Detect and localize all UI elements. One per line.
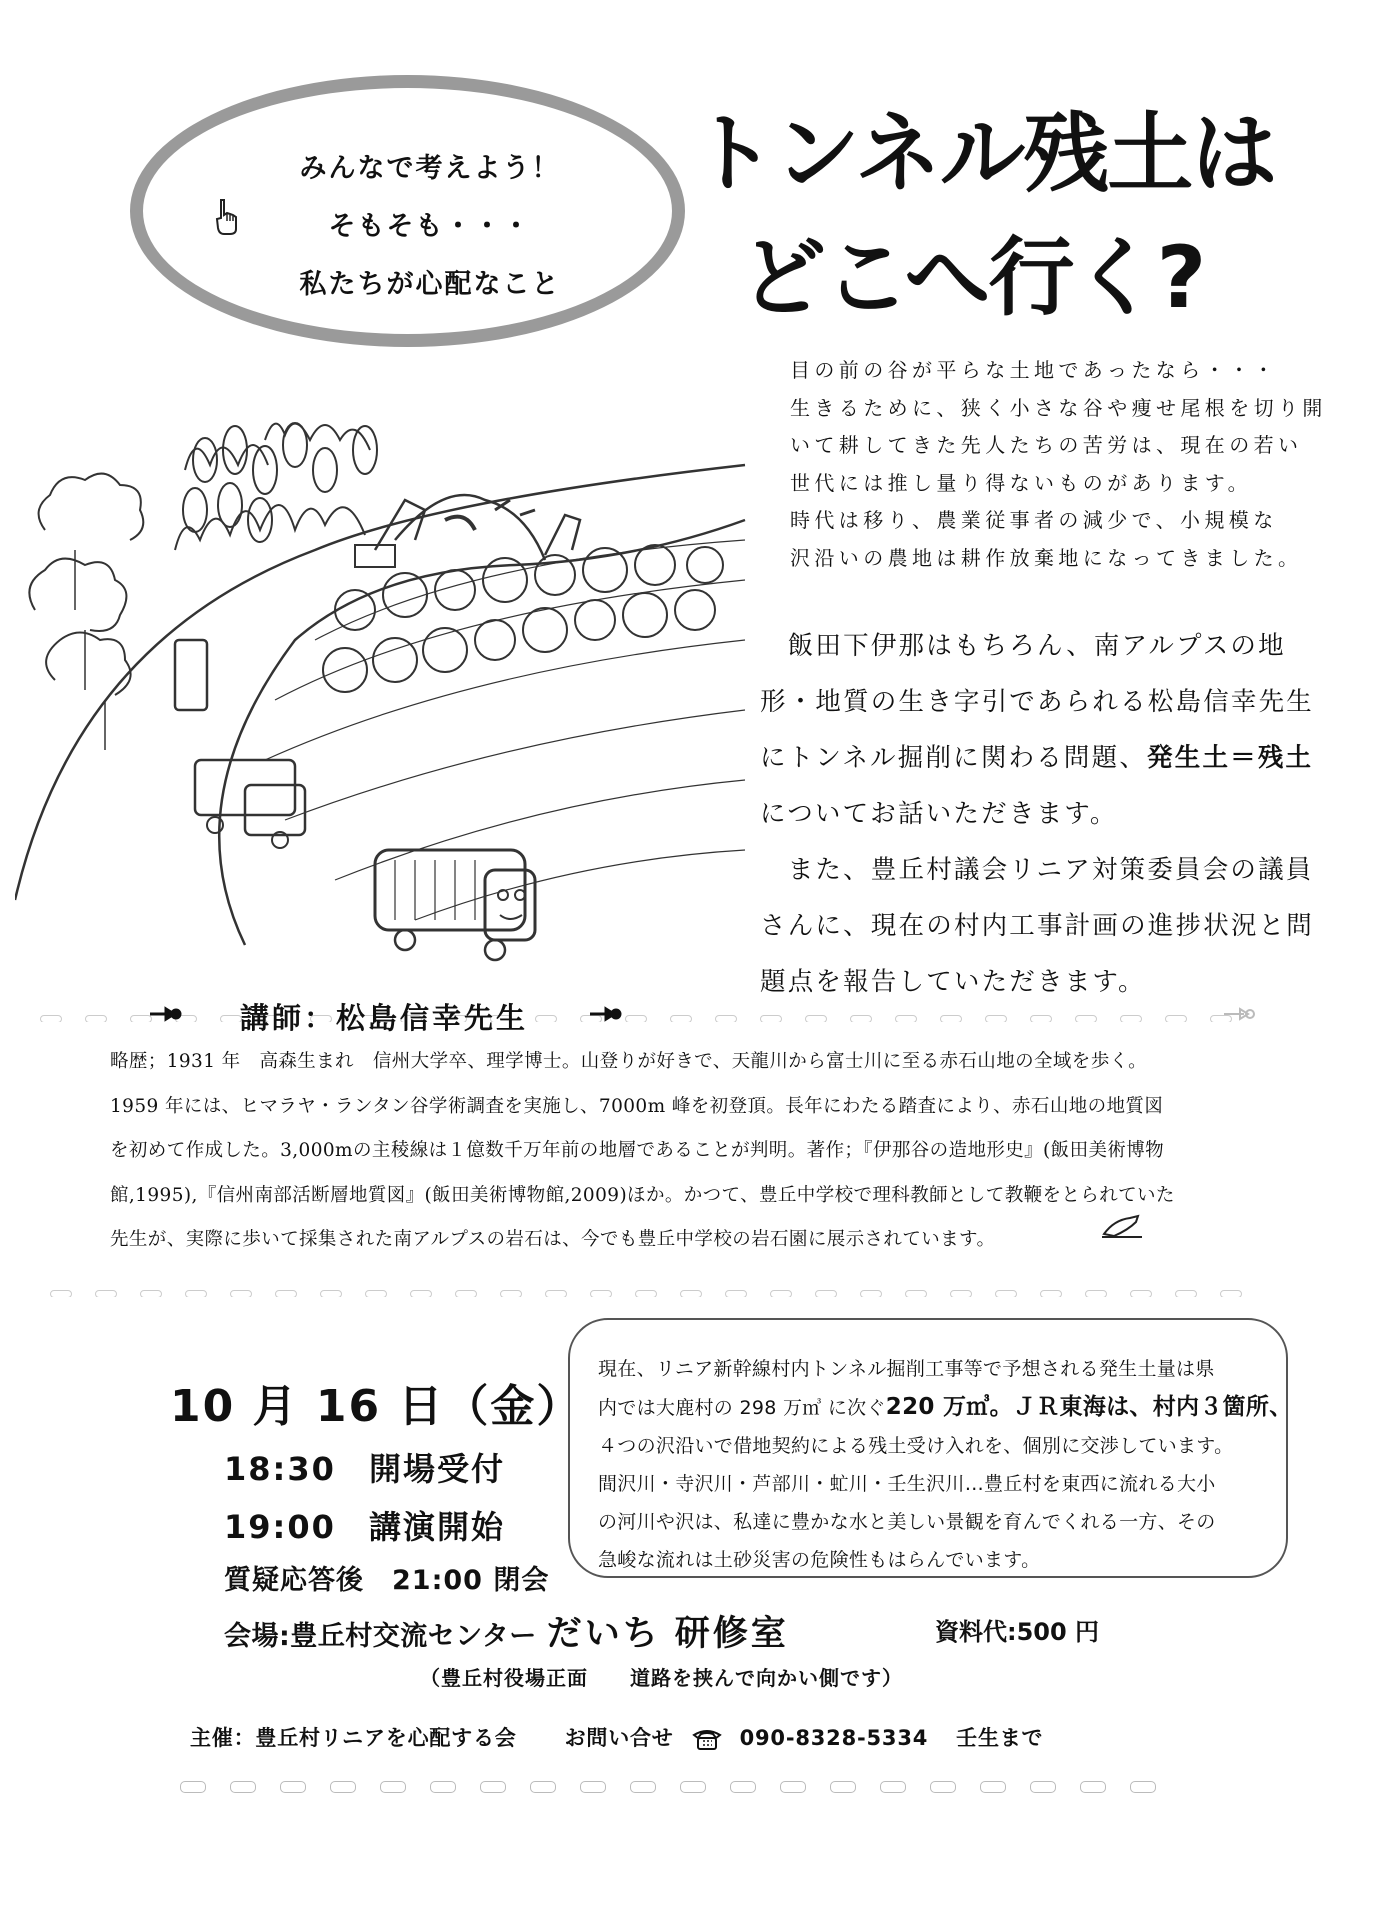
decorative-divider — [180, 1778, 1200, 1798]
info-line-2a: 内では大鹿村の 298 万㎥ に次ぐ — [598, 1397, 886, 1419]
venue-prefix: 会場:豊丘村交流センター — [224, 1621, 537, 1652]
phone-number: 090-8328-5334 — [739, 1726, 929, 1750]
headline-line-2: どこへ行く? — [740, 228, 1205, 328]
bubble-line-1: みんなで考えよう！ — [299, 153, 561, 184]
bubble-line-2: そもそも・・・ — [328, 211, 532, 242]
bio-line: 1959 年には、ヒマラヤ・ランタン谷学術調査を実施し、7000m 峰を初登頂。長年にわたる踏査により、赤石山地の地質図 — [110, 1095, 1164, 1117]
info-line: の河川や沢は、私達に豊かな水と美しい景観を育んでくれる一方、その — [598, 1511, 1216, 1533]
info-line: 急峻な流れは土砂災害の危険性もはらんでいます。 — [598, 1549, 1041, 1571]
time-row-open — [224, 1444, 505, 1490]
intro-paragraph — [790, 352, 1350, 577]
highlight-residual-soil: 発生土＝残土 — [1147, 743, 1314, 773]
decorative-divider — [40, 1008, 1290, 1022]
material-fee: 資料代:500 円 — [935, 1618, 1100, 1646]
host-organization: 主催：豊丘村リニアを心配する会 — [190, 1726, 517, 1750]
bio-line: 先生が、実際に歩いて採集された南アルプスの岩石は、今でも豊丘中学校の岩石園に展示されています。 — [110, 1229, 996, 1250]
contact-person: 壬生まで — [956, 1726, 1044, 1750]
main-line — [760, 618, 1350, 674]
venue-name: だいち — [546, 1614, 661, 1654]
intro-line: 時代は移り、農業従事者の減少で、小規模な — [790, 508, 1278, 532]
intro-line: 目の前の谷が平らな土地であったなら・・・ — [790, 358, 1278, 382]
footer — [190, 1722, 1043, 1752]
open-label: 開場受付 — [369, 1450, 506, 1488]
writing-hand-icon — [1100, 1212, 1144, 1240]
info-line: 間沢川・寺沢川・芦部川・虻川・壬生沢川…豊丘村を東西に流れる大小 — [598, 1473, 1216, 1495]
open-time: 18:30 — [224, 1450, 336, 1488]
start-label: 講演開始 — [369, 1508, 506, 1546]
venue — [224, 1606, 789, 1656]
info-box — [568, 1318, 1293, 1578]
intro-line: 生きるために、狭く小さな谷や痩せ尾根を切り開 — [790, 395, 1327, 420]
info-line: 現在、リニア新幹線村内トンネル掘削工事等で予想される発生土量は県 — [598, 1358, 1215, 1380]
bubble-line-3: 私たちが心配なこと — [299, 269, 561, 300]
info-line-2c: 。ＪＲ東海は、村内３箇所、 — [989, 1394, 1293, 1420]
start-time: 19:00 — [224, 1508, 336, 1546]
venue-note: （豊丘村役場正面 道路を挟んで向かい側です） — [420, 1666, 903, 1690]
venue-room: 研修室 — [674, 1614, 789, 1654]
bio-line: 略歴；1931 年 高森生まれ 信州大学卒、理学博士。山登りが好きで、天龍川から富士川に至る赤石山地の全域を歩く。 — [110, 1051, 1148, 1072]
intro-line: いて耕してきた先人たちの苦労は、現在の若い — [790, 433, 1303, 457]
main-line-1-text: 飯田下伊那はもちろん、南アルプスの地 — [787, 631, 1286, 661]
main-line: さんに、現在の村内工事計画の進捗状況と問 — [760, 911, 1315, 941]
event-date: 10 月 16 日（金） — [170, 1381, 583, 1432]
bio-line: を初めて作成した。3,000mの主稜線は１億数千万年前の地層であることが判明。著作；『伊那谷の造地形史』(飯田美術博物 — [110, 1140, 1165, 1161]
intro-line: 世代には推し量り得ないものがあります。 — [790, 470, 1252, 495]
contact-label: お問い合せ — [564, 1726, 674, 1750]
highlight-volume: 220 万㎥ — [885, 1394, 990, 1420]
intro-line: 沢沿いの農地は耕作放棄地になってきました。 — [790, 545, 1303, 570]
main-line: 形・地質の生き字引であられる松島信幸先生 — [760, 687, 1315, 717]
time-row-start — [224, 1502, 505, 1548]
main-line-5-text: また、豊丘村議会リニア対策委員会の議員 — [787, 855, 1314, 885]
main-line — [760, 842, 1350, 898]
closing-time: 質疑応答後 21:00 閉会 — [224, 1565, 550, 1596]
arrow-icon — [1222, 1004, 1262, 1024]
main-line — [760, 730, 1350, 786]
pointing-finger-icon — [212, 197, 242, 237]
decorative-divider — [50, 1283, 1290, 1297]
headline — [690, 92, 1380, 340]
info-line: ４つの沢沿いで借地契約による残土受け入れを、個別に交渉しています。 — [598, 1435, 1234, 1457]
bio-line: 館,1995),『信州南部活断層地質図』(飯田美術博物館,2009)ほか。かつて、豊丘中学校で理科教師として教鞭をとられていた — [110, 1184, 1175, 1206]
arrow-icon — [588, 1004, 628, 1024]
bubble-text — [200, 140, 660, 314]
arrow-icon — [148, 1004, 188, 1024]
telephone-icon — [692, 1727, 722, 1751]
mountain-road-illustration — [15, 380, 760, 970]
main-line: についてお話いただきます。 — [760, 799, 1118, 829]
lecturer-title: 講師：松島信幸先生 — [240, 1001, 529, 1035]
info-line — [598, 1388, 1293, 1427]
main-line-3-text: にトンネル掘削に関わる問題、 — [760, 743, 1148, 773]
main-line: 題点を報告していただきます。 — [760, 967, 1146, 997]
main-paragraph — [760, 618, 1350, 1010]
headline-line-1: トンネル残土は — [690, 104, 1276, 204]
